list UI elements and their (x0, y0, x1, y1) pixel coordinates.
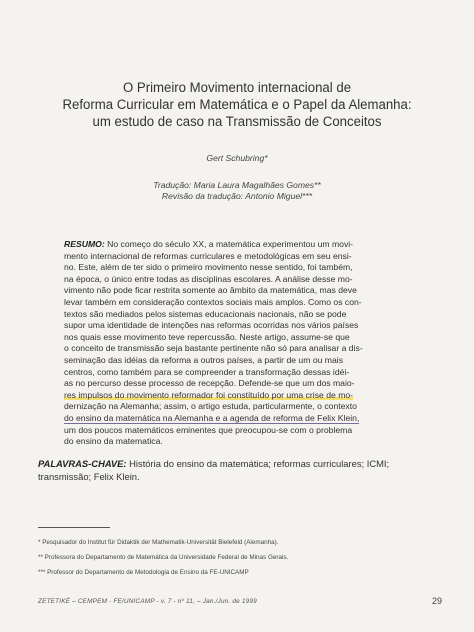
journal-footer: ZETETIKÉ – CEMPEM - FE/UNICAMP - v. 7 - nº 11, – Jan./Jun. de 1999 (38, 598, 257, 605)
page-number: 29 (431, 596, 442, 606)
abstract-line: um dos poucos matemáticos eminentes que preocupou-se com o problema (64, 424, 353, 435)
abstract-line: do ensino da matematica. (64, 436, 163, 447)
abstract-line: no. Este, além de ter sido o primeiro movimento nesse sentido, foi também, (64, 262, 353, 273)
footnote: ** Professora do Departamento de Matemática da Universidade Federal de Minas Gerais. (38, 554, 289, 561)
revision-line: Revisão da tradução: Antonio Miguel*** (161, 191, 313, 201)
highlighted-text: res impulsos do movimento reformador foi constituído por uma crise de mo- (64, 389, 354, 400)
abstract-line: textos são mediados pelos sistemas educacionais nacionais, não se pode (64, 308, 347, 319)
abstract-line-1 (64, 239, 420, 251)
underlined-text: do ensino da matemática na Alemanha e a agenda de reforma de Felix Klein, (64, 412, 360, 423)
article-title (54, 80, 420, 131)
keywords-line-1 (38, 458, 438, 471)
keywords (38, 458, 438, 484)
abstract-line: seminação das idéias da reforma a outros países, a partir de um ou mais (64, 354, 344, 365)
abstract-line: as no percurso desse processo de recepção. Defende-se que um dos maio- (64, 378, 355, 389)
abstract-line: dernização na Alemanha; assim, o artigo estuda, particularmente, o contexto (64, 401, 357, 412)
footnote: * Pesquisador do Institut für Didaktik der Mathematik-Universität Bielefeld (Alemanha). (38, 539, 279, 546)
keywords-label: PALAVRAS-CHAVE: (38, 458, 127, 469)
title-line-2: Reforma Curricular em Matemática e o Papel da Alemanha: (62, 97, 412, 113)
abstract-line: na época, o único entre todas as disciplinas escolares. A análise desse mo- (64, 273, 353, 284)
abstract-line: nos quais esse movimento teve repercussão. Neste artigo, assume-se que (64, 331, 350, 342)
abstract-line: vimento não pode ficar restrita somente ao âmbito da matemática, mas deve (64, 285, 357, 296)
abstract-line: supor uma identidade de intenções nas reformas ocorridas nos vários países (64, 320, 359, 331)
footnote-rule (38, 527, 110, 528)
title-line-3: um estudo de caso na Transmissão de Conceitos (92, 114, 382, 130)
title-line-1: O Primeiro Movimento internacional de (122, 80, 352, 96)
keywords-text: História do ensino da matemática; reformas curriculares; ICMI; (126, 458, 390, 469)
abstract-line: levar também em consideração contextos sociais mais amplos. Como os con- (64, 296, 362, 307)
abstract-line-underlined (64, 413, 420, 425)
translation-line: Tradução: Maria Laura Magalhães Gomes** (153, 180, 321, 190)
abstract-text: No começo do século XX, a matemática experimentou um movi- (104, 239, 354, 249)
abstract-line: mento internacional de reformas curriculares e metodológicas em seu ensi- (64, 250, 352, 261)
abstract-line-highlighted (64, 390, 420, 402)
abstract-line: o conceito de transmissão seja bastante pertinente não só para analisar a dis- (64, 343, 363, 354)
translation-credits (0, 180, 474, 202)
abstract-label: RESUMO: (64, 239, 105, 249)
author: Gert Schubring* (206, 153, 268, 163)
keywords-line-2: transmissão; Felix Klein. (38, 470, 140, 482)
footnotes (38, 539, 438, 584)
abstract (64, 239, 420, 448)
footnote: *** Professor do Departamento de Metodologia de Ensino da FE-UNICAMP (38, 569, 249, 576)
abstract-line: centros, como também para se compreender a transformação dessas idéi- (64, 366, 350, 377)
